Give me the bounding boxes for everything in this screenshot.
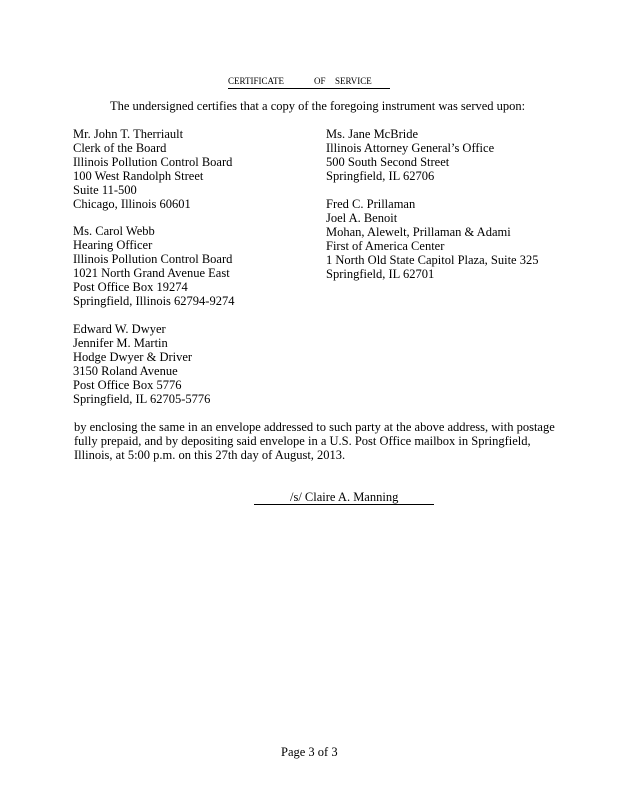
- address-line: Springfield, IL 62705-5776: [73, 392, 211, 406]
- closing-paragraph: [74, 420, 604, 462]
- signature-text: /s/ Claire A. Manning: [290, 490, 399, 504]
- address-line: Post Office Box 19274: [73, 280, 188, 294]
- address-line: 1021 North Grand Avenue East: [73, 266, 230, 280]
- address-line: Springfield, IL 62701: [326, 267, 435, 281]
- certificate-title: [228, 74, 390, 89]
- address-line: Jennifer M. Martin: [73, 336, 168, 350]
- closing-line: Illinois, at 5:00 p.m. on this 27th day of August, 2013.: [74, 448, 346, 462]
- address-line: Hearing Officer: [73, 238, 153, 252]
- address-line: Mr. John T. Therriault: [73, 127, 184, 141]
- address-line: Fred C. Prillaman: [326, 197, 416, 211]
- address-block-dwyer: [73, 322, 210, 406]
- address-line: Joel A. Benoit: [326, 211, 398, 225]
- address-line: Chicago, Illinois 60601: [73, 197, 191, 211]
- title-word-of: OF: [314, 76, 326, 86]
- address-line: Hodge Dwyer & Driver: [73, 350, 193, 364]
- address-block-webb: [73, 224, 234, 308]
- address-line: Springfield, IL 62706: [326, 169, 435, 183]
- address-line: 100 West Randolph Street: [73, 169, 204, 183]
- address-line: Illinois Pollution Control Board: [73, 252, 233, 266]
- address-line: Ms. Carol Webb: [73, 224, 155, 238]
- signature-line: [254, 490, 434, 505]
- title-word-service: SERVICE: [335, 76, 372, 86]
- address-block-prillaman: [326, 197, 538, 281]
- address-block-mcbride: [326, 127, 494, 183]
- address-line: Clerk of the Board: [73, 141, 167, 155]
- address-line: First of America Center: [326, 239, 445, 253]
- page-number: Page 3 of 3: [281, 745, 338, 759]
- title-word-certificate: CERTIFICATE: [228, 76, 284, 86]
- address-line: 1 North Old State Capitol Plaza, Suite 325: [326, 253, 539, 267]
- address-line: Suite 11-500: [73, 183, 137, 197]
- address-block-therriault: [73, 127, 232, 211]
- address-line: Springfield, Illinois 62794-9274: [73, 294, 235, 308]
- closing-line: fully prepaid, and by depositing said envelope in a U.S. Post Office mailbox in Springfield,: [74, 434, 531, 448]
- address-line: Mohan, Alewelt, Prillaman & Adami: [326, 225, 511, 239]
- address-line: 500 South Second Street: [326, 155, 450, 169]
- address-line: Ms. Jane McBride: [326, 127, 418, 141]
- intro-text: The undersigned certifies that a copy of the foregoing instrument was served upon:: [110, 99, 526, 113]
- address-line: Illinois Attorney General’s Office: [326, 141, 495, 155]
- address-line: 3150 Roland Avenue: [73, 364, 178, 378]
- closing-line: by enclosing the same in an envelope addressed to such party at the above address, with postage: [74, 420, 555, 434]
- address-line: Illinois Pollution Control Board: [73, 155, 233, 169]
- address-line: Post Office Box 5776: [73, 378, 182, 392]
- address-line: Edward W. Dwyer: [73, 322, 166, 336]
